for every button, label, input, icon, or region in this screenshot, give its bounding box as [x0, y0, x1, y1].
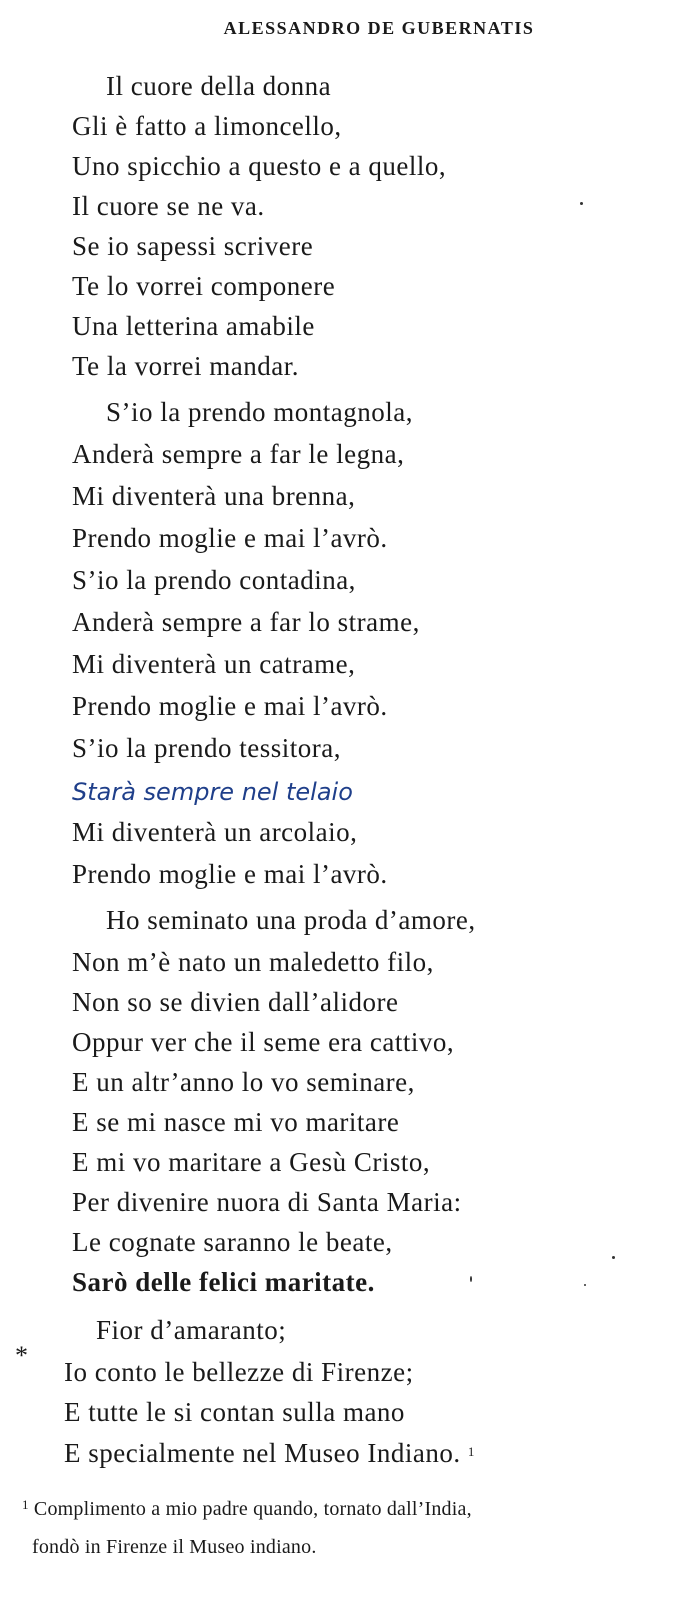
scan-speck — [470, 1276, 472, 1282]
verse-line: Prendo moglie e mai l’avrò. — [72, 523, 388, 553]
scan-speck — [580, 202, 583, 205]
footnote-mark: 1 — [22, 1497, 29, 1512]
verse-line: Non so se divien dall’alidore — [72, 987, 399, 1017]
verse-line: Uno spicchio a questo e a quello, — [72, 151, 447, 181]
verse-line: Fior d’amaranto; — [96, 1315, 287, 1345]
verse-text: E specialmente nel Museo Indiano. — [64, 1438, 461, 1468]
verse-line: Te la vorrei mandar. — [72, 351, 300, 381]
verse-line: S’io la prendo montagnola, — [106, 397, 413, 427]
verse-line: Gli è fatto a limoncello, — [72, 111, 342, 141]
verse-line: E se mi nasce mi vo maritare — [72, 1107, 400, 1137]
scan-speck — [584, 1284, 586, 1286]
verse-line: Mi diventerà un catrame, — [72, 649, 356, 679]
verse-line: Il cuore della donna — [106, 71, 332, 101]
verse-line: S’io la prendo contadina, — [72, 565, 356, 595]
footnote-line: fondò in Firenze il Museo indiano. — [32, 1536, 317, 1558]
running-header: ALESSANDRO DE GUBERNATIS — [223, 18, 535, 38]
verse-line — [64, 1436, 475, 1469]
footnote-reference: 1 — [467, 1444, 475, 1459]
verse-line: Il cuore se ne va. — [72, 191, 265, 221]
verse-line: Mi diventerà un arcolaio, — [72, 817, 358, 847]
verse-line: Una letterina amabile — [72, 311, 315, 341]
scan-speck — [612, 1256, 615, 1259]
verse-line: Per divenire nuora di Santa Maria: — [72, 1187, 462, 1217]
verse-line: Te lo vorrei componere — [72, 271, 336, 301]
verse-line: E tutte le si contan sulla mano — [64, 1397, 405, 1427]
verse-line: Sarò delle felici maritate. — [72, 1267, 375, 1297]
footnote-text: Complimento a mio padre quando, tornato dall’India, — [33, 1498, 472, 1520]
verse-line: Mi diventerà una brenna, — [72, 481, 356, 511]
stanza-marker: * — [15, 1341, 28, 1370]
verse-line: Oppur ver che il seme era cattivo, — [72, 1027, 455, 1057]
verse-line: Prendo moglie e mai l’avrò. — [72, 691, 388, 721]
handwritten-verse-line: Starà sempre nel telaio — [72, 778, 353, 806]
verse-line: E mi vo maritare a Gesù Cristo, — [72, 1147, 431, 1177]
verse-line: Anderà sempre a far le legna, — [72, 439, 405, 469]
verse-line: Non m’è nato un maledetto filo, — [72, 947, 434, 977]
verse-line: E un altr’anno lo vo seminare, — [72, 1067, 415, 1097]
footnote-line — [22, 1492, 472, 1522]
verse-line: Se io sapessi scrivere — [72, 231, 314, 261]
verse-line: Ho seminato una proda d’amore, — [106, 905, 476, 935]
verse-line: Io conto le bellezze di Firenze; — [64, 1357, 414, 1387]
verse-line: Le cognate saranno le beate, — [72, 1227, 393, 1257]
verse-line: S’io la prendo tessitora, — [72, 733, 341, 763]
verse-line: Prendo moglie e mai l’avrò. — [72, 859, 388, 889]
verse-line: Anderà sempre a far lo strame, — [72, 607, 420, 637]
